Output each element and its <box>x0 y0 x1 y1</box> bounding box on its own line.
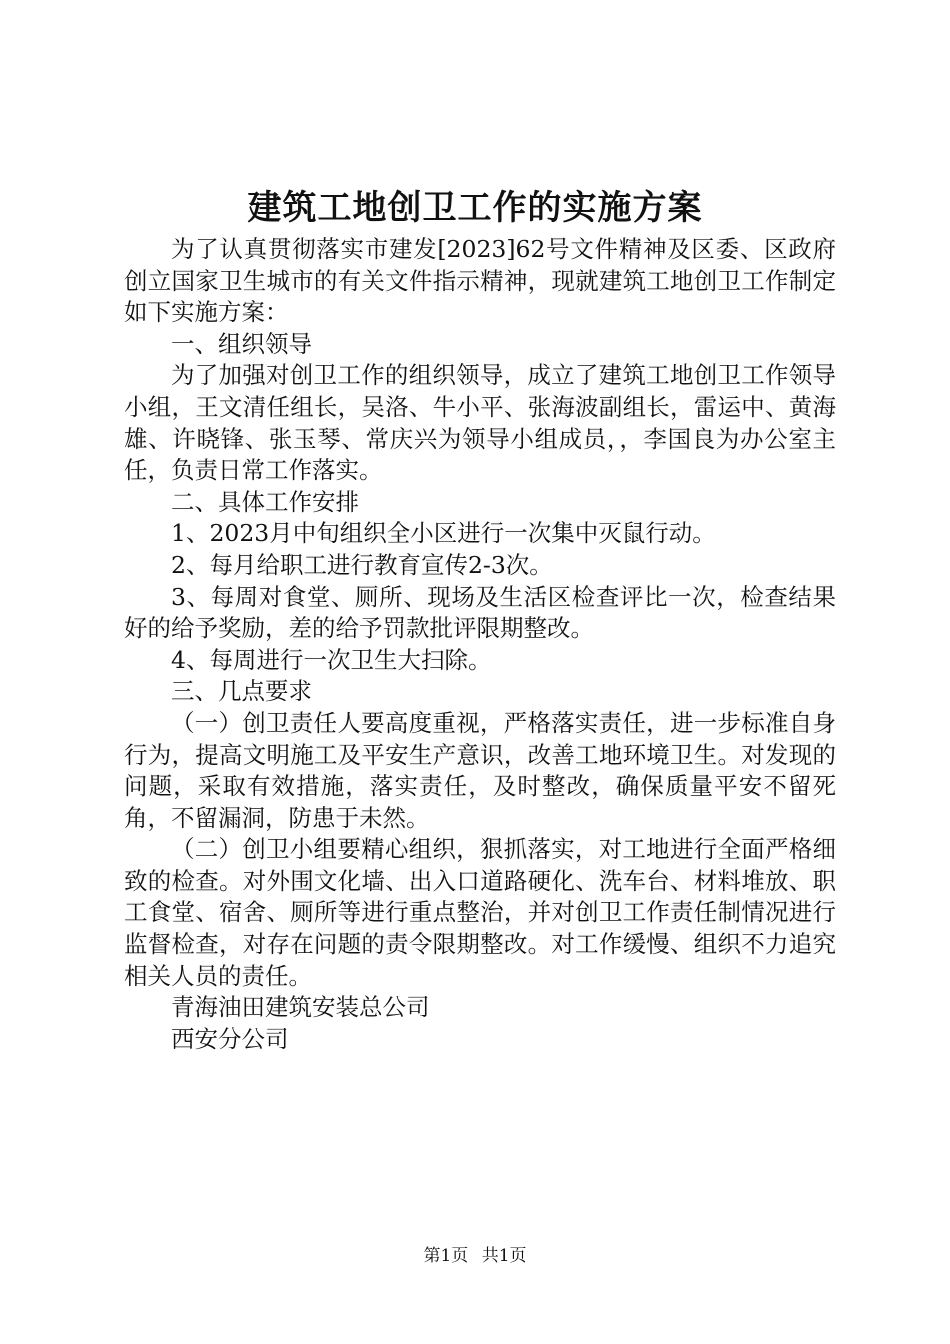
section-heading-organization: 一、组织领导 <box>171 329 312 358</box>
arrangement-item-1: 1、2023月中旬组织全小区进行一次集中灭鼠行动。 <box>171 519 716 548</box>
document-body <box>124 234 836 1055</box>
page-number: 第1页 <box>423 1246 469 1266</box>
requirement-item-2: （二）创卫小组要精心组织，狠抓落实，对工地进行全面严格细致的检查。对外围文化墙、出入口道路硬化、洗车台、材料堆放、职工食堂、宿舍、厕所等进行重点整治，并对创卫工作责任制情况进行监督检查，对存在问题的责令限期整改。对工作缓慢、组织不力追究相关人员的责任。 <box>124 835 836 990</box>
arrangement-item-3: 3、每周对食堂、厕所、现场及生活区检查评比一次，检查结果好的给予奖励，差的给予罚款批评限期整改。 <box>124 582 836 643</box>
section-heading-requirements: 三、几点要求 <box>171 677 312 706</box>
intro-paragraph: 为了认真贯彻落实市建发[2023]62号文件精神及区委、区政府创立国家卫生城市的有关文件指示精神，现就建筑工地创卫工作制定如下实施方案： <box>124 235 836 327</box>
requirement-item-1: （一）创卫责任人要高度重视，严格落实责任，进一步标准自身行为，提高文明施工及平安生产意识，改善工地环境卫生。对发现的问题，采取有效措施，落实责任，及时整改，确保质量平安不留死角，不留漏洞，防患于未然。 <box>124 708 836 832</box>
section-heading-arrangement: 二、具体工作安排 <box>171 487 359 516</box>
page-footer <box>0 1244 950 1268</box>
signature-company: 青海油田建筑安装总公司 <box>171 993 430 1022</box>
arrangement-item-2: 2、每月给职工进行教育宣传2-3次。 <box>171 550 553 579</box>
organization-paragraph: 为了加强对创卫工作的组织领导，成立了建筑工地创卫工作领导小组，王文清任组长，吴洛、牛小平、张海波副组长，雷运中、黄海雄、许晓锋、张玉琴、常庆兴为领导小组成员，，李国良为办公室主任，负责日常工作落实。 <box>124 361 836 485</box>
page-total: 共1页 <box>481 1246 527 1266</box>
arrangement-item-4: 4、每周进行一次卫生大扫除。 <box>171 645 492 674</box>
signature-branch: 西安分公司 <box>171 1024 289 1053</box>
document-title: 建筑工地创卫工作的实施方案 <box>247 188 703 228</box>
